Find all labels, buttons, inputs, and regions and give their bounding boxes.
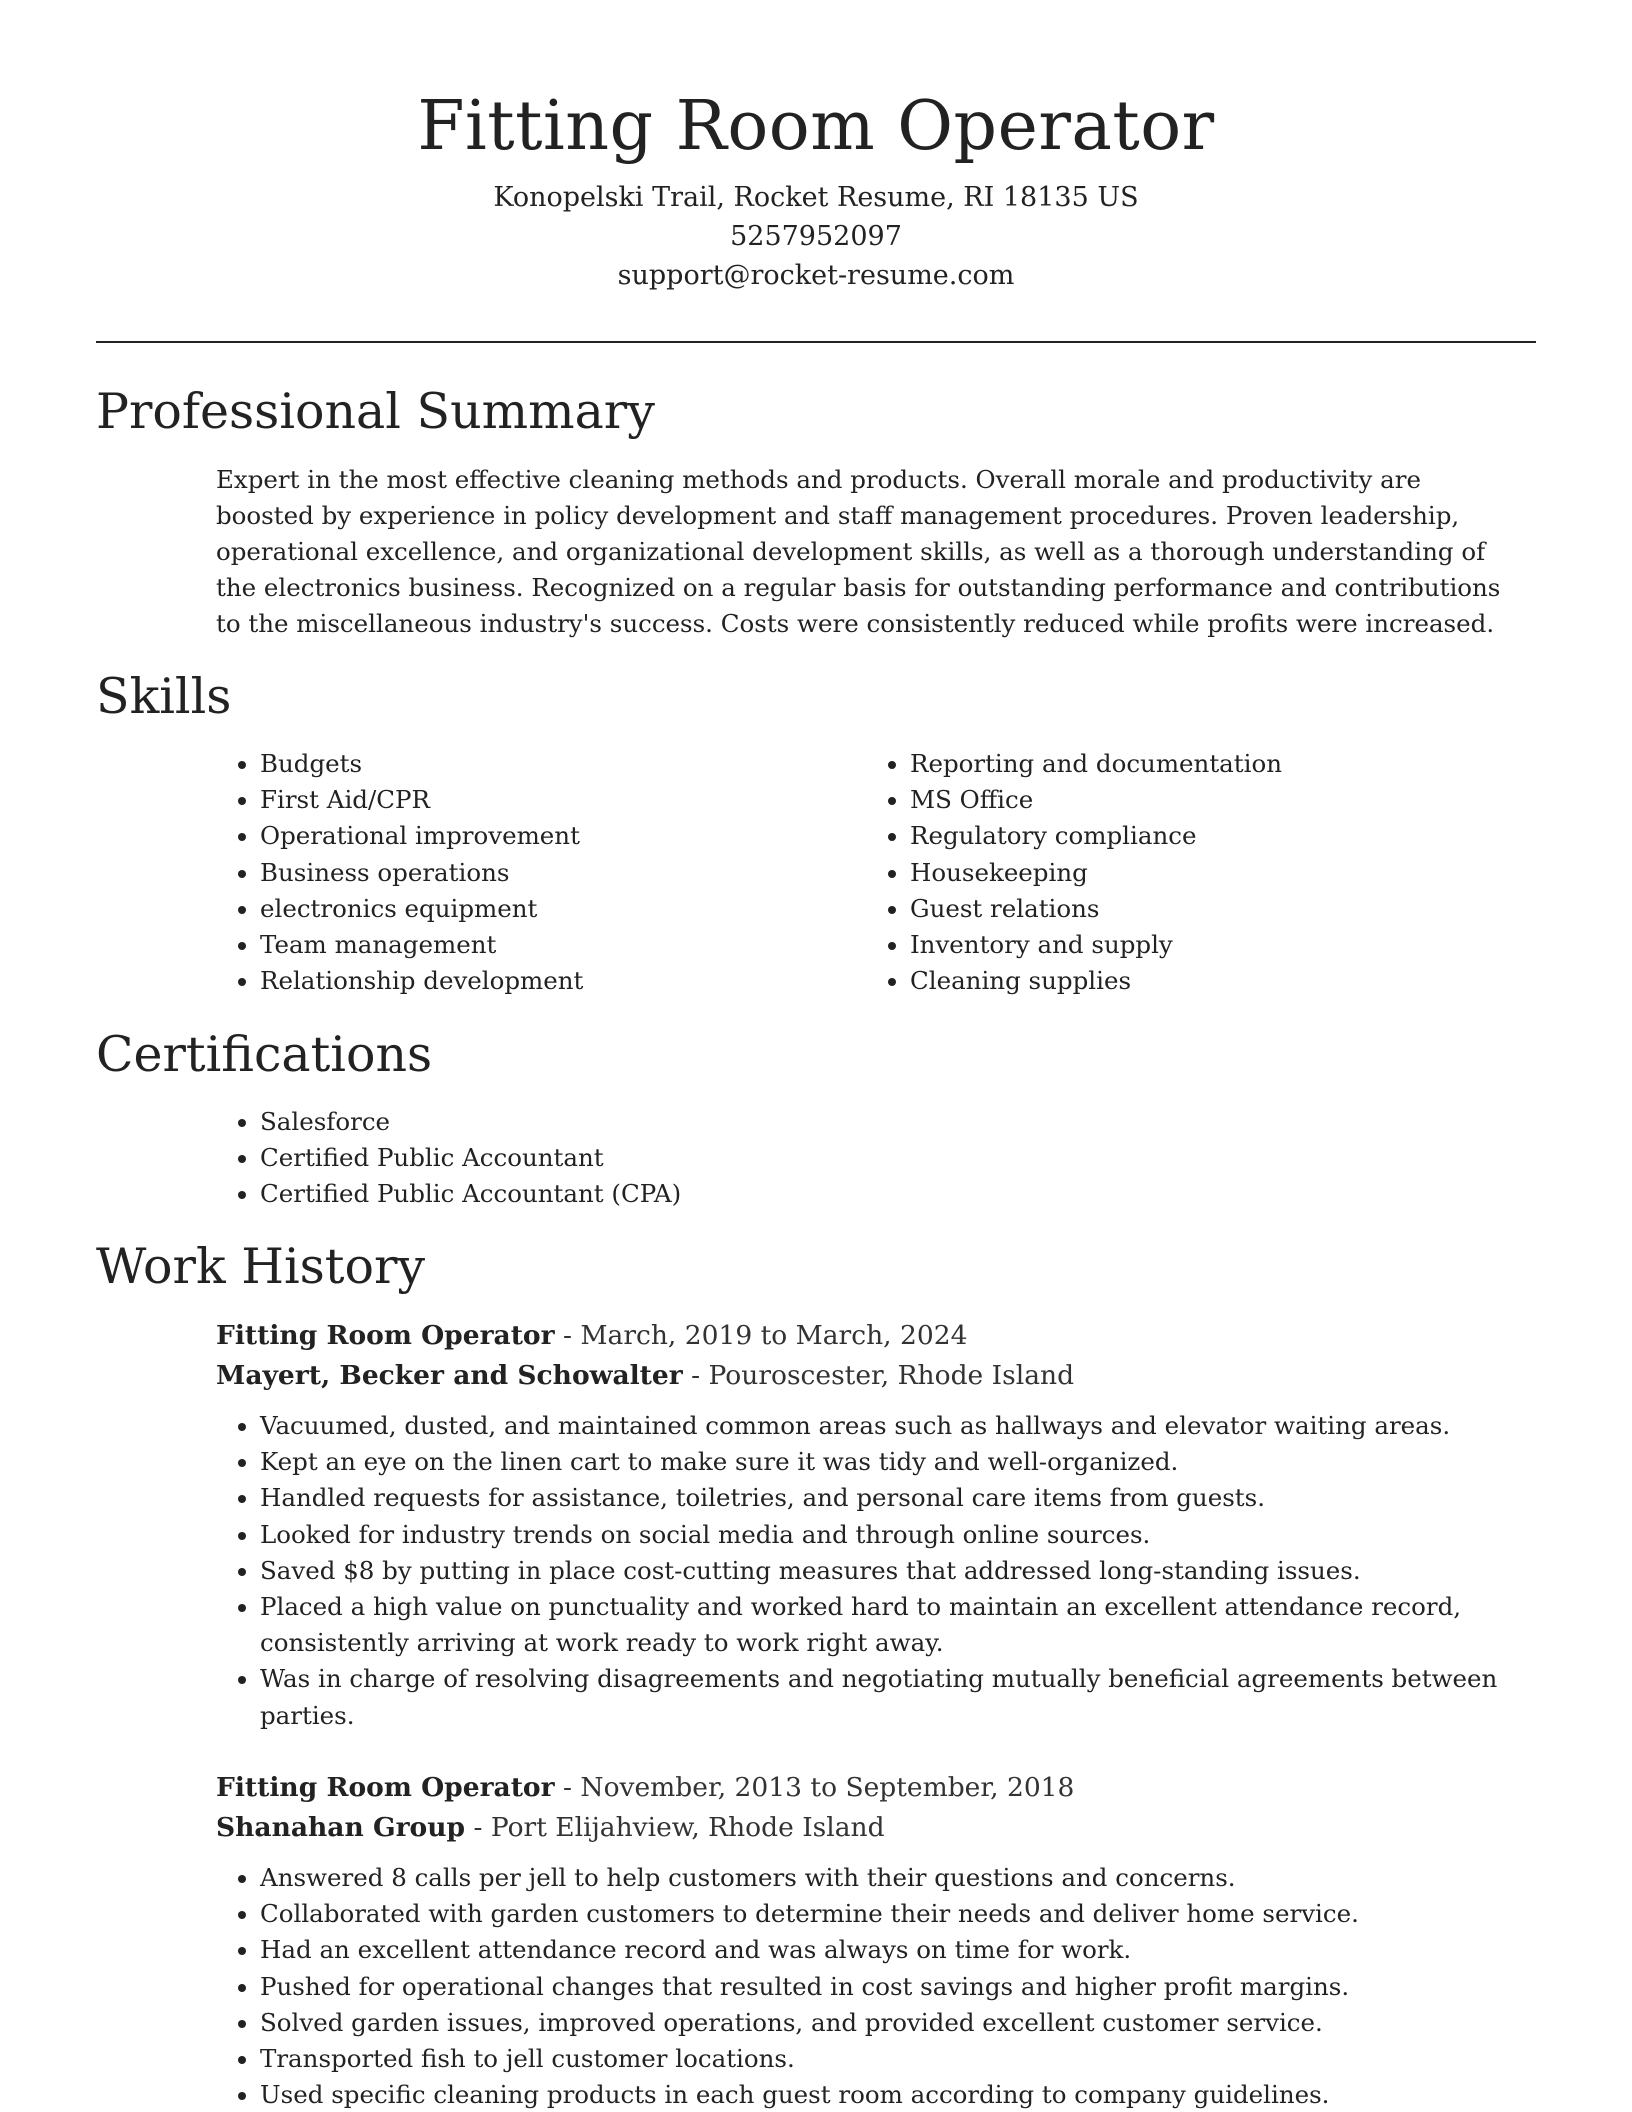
job-title-line	[216, 1768, 1516, 1808]
certification-item: • Salesforce	[260, 1104, 1416, 1140]
job-duties-list	[216, 1860, 1516, 2112]
skill-item: • electronics equipment	[260, 891, 836, 927]
job-duty: • Answered 8 calls per jell to help customers with their questions and concerns.	[260, 1860, 1516, 1896]
contact-address: Konopelski Trail, Rocket Resume, RI 18135 US	[493, 182, 1139, 213]
summary-text: Expert in the most effective cleaning methods and products. Overall morale and productivity are boosted by experience in policy development and staff management procedures. Proven leadership, operational excellence, and organizational development skills, as well as a thorough understanding of the electronics business. Recognized on a regular basis for outstanding performance and contributions to the miscellaneous industry's success. Costs were consistently reduced while profits were increased.	[216, 465, 1501, 638]
job-duty: • Pushed for operational changes that resulted in cost savings and higher profit margins.	[260, 1969, 1516, 2005]
skill-item: • Inventory and supply	[910, 927, 1486, 963]
job-company-line	[216, 1356, 1516, 1396]
skill-item: • Reporting and documentation	[910, 746, 1486, 782]
job-company-line	[216, 1808, 1516, 1848]
skill-item: • Relationship development	[260, 963, 836, 999]
contact-phone: 5257952097	[730, 221, 902, 252]
certifications-block	[216, 1104, 1416, 1213]
certification-item: • Certified Public Accountant	[260, 1140, 1416, 1176]
job-duty: • Was in charge of resolving disagreements and negotiating mutually beneficial agreements between parties.	[260, 1661, 1516, 1733]
skills-heading: Skills	[96, 668, 232, 725]
skills-list-left	[216, 746, 836, 999]
job-duty: • Had an excellent attendance record and was always on time for work.	[260, 1932, 1516, 1968]
job-entry	[216, 1768, 1516, 2112]
skills-list-right	[866, 746, 1486, 999]
skill-item: • Business operations	[260, 855, 836, 891]
job-company: Mayert, Becker and Schowalter	[216, 1360, 683, 1391]
skill-item: • Operational improvement	[260, 818, 836, 854]
job-dates: - November, 2013 to September, 2018	[554, 1772, 1075, 1803]
job-entry	[216, 1316, 1516, 1734]
job-duty: • Vacuumed, dusted, and maintained common areas such as hallways and elevator waiting areas.	[260, 1408, 1516, 1444]
skill-item: • Team management	[260, 927, 836, 963]
job-duty: • Handled requests for assistance, toiletries, and personal care items from guests.	[260, 1480, 1516, 1516]
job-location: - Pouroscester, Rhode Island	[682, 1360, 1075, 1391]
header-divider	[96, 341, 1536, 343]
job-company: Shanahan Group	[216, 1812, 466, 1843]
job-duty: • Saved $8 by putting in place cost-cutting measures that addressed long-standing issues.	[260, 1553, 1516, 1589]
contact-email: support@rocket-resume.com	[617, 260, 1015, 291]
skill-item: • Housekeeping	[910, 855, 1486, 891]
resume-header	[0, 0, 1632, 295]
job-duty: • Placed a high value on punctuality and worked hard to maintain an excellent attendance record, consistently arriving at work ready to work right away.	[260, 1589, 1516, 1661]
skill-item: • Regulatory compliance	[910, 818, 1486, 854]
job-duty: • Solved garden issues, improved operations, and provided excellent customer service.	[260, 2005, 1516, 2041]
job-duties-list	[216, 1408, 1516, 1734]
skills-column-right	[866, 746, 1486, 999]
skill-item: • Cleaning supplies	[910, 963, 1486, 999]
job-title: Fitting Room Operator	[216, 1320, 555, 1351]
summary-heading: Professional Summary	[96, 383, 655, 440]
job-duty: • Used specific cleaning products in each guest room according to company guidelines.	[260, 2077, 1516, 2112]
work-history-heading: Work History	[96, 1238, 426, 1295]
candidate-name: Fitting Room Operator	[417, 87, 1215, 166]
job-title: Fitting Room Operator	[216, 1772, 555, 1803]
job-location: - Port Elijahview, Rhode Island	[465, 1812, 885, 1843]
job-duty: • Kept an eye on the linen cart to make sure it was tidy and well-organized.	[260, 1444, 1516, 1480]
skill-item: • First Aid/CPR	[260, 782, 836, 818]
certifications-list	[216, 1104, 1416, 1213]
skill-item: • Guest relations	[910, 891, 1486, 927]
job-dates: - March, 2019 to March, 2024	[554, 1320, 968, 1351]
skill-item: • MS Office	[910, 782, 1486, 818]
certifications-heading: Certifications	[96, 1026, 433, 1083]
job-duty: • Transported fish to jell customer locations.	[260, 2041, 1516, 2077]
job-duty: • Collaborated with garden customers to determine their needs and deliver home service.	[260, 1896, 1516, 1932]
job-title-line	[216, 1316, 1516, 1356]
skill-item: • Budgets	[260, 746, 836, 782]
job-duty: • Looked for industry trends on social media and through online sources.	[260, 1517, 1516, 1553]
certification-item: • Certified Public Accountant (CPA)	[260, 1176, 1416, 1212]
skills-column-left	[216, 746, 836, 999]
